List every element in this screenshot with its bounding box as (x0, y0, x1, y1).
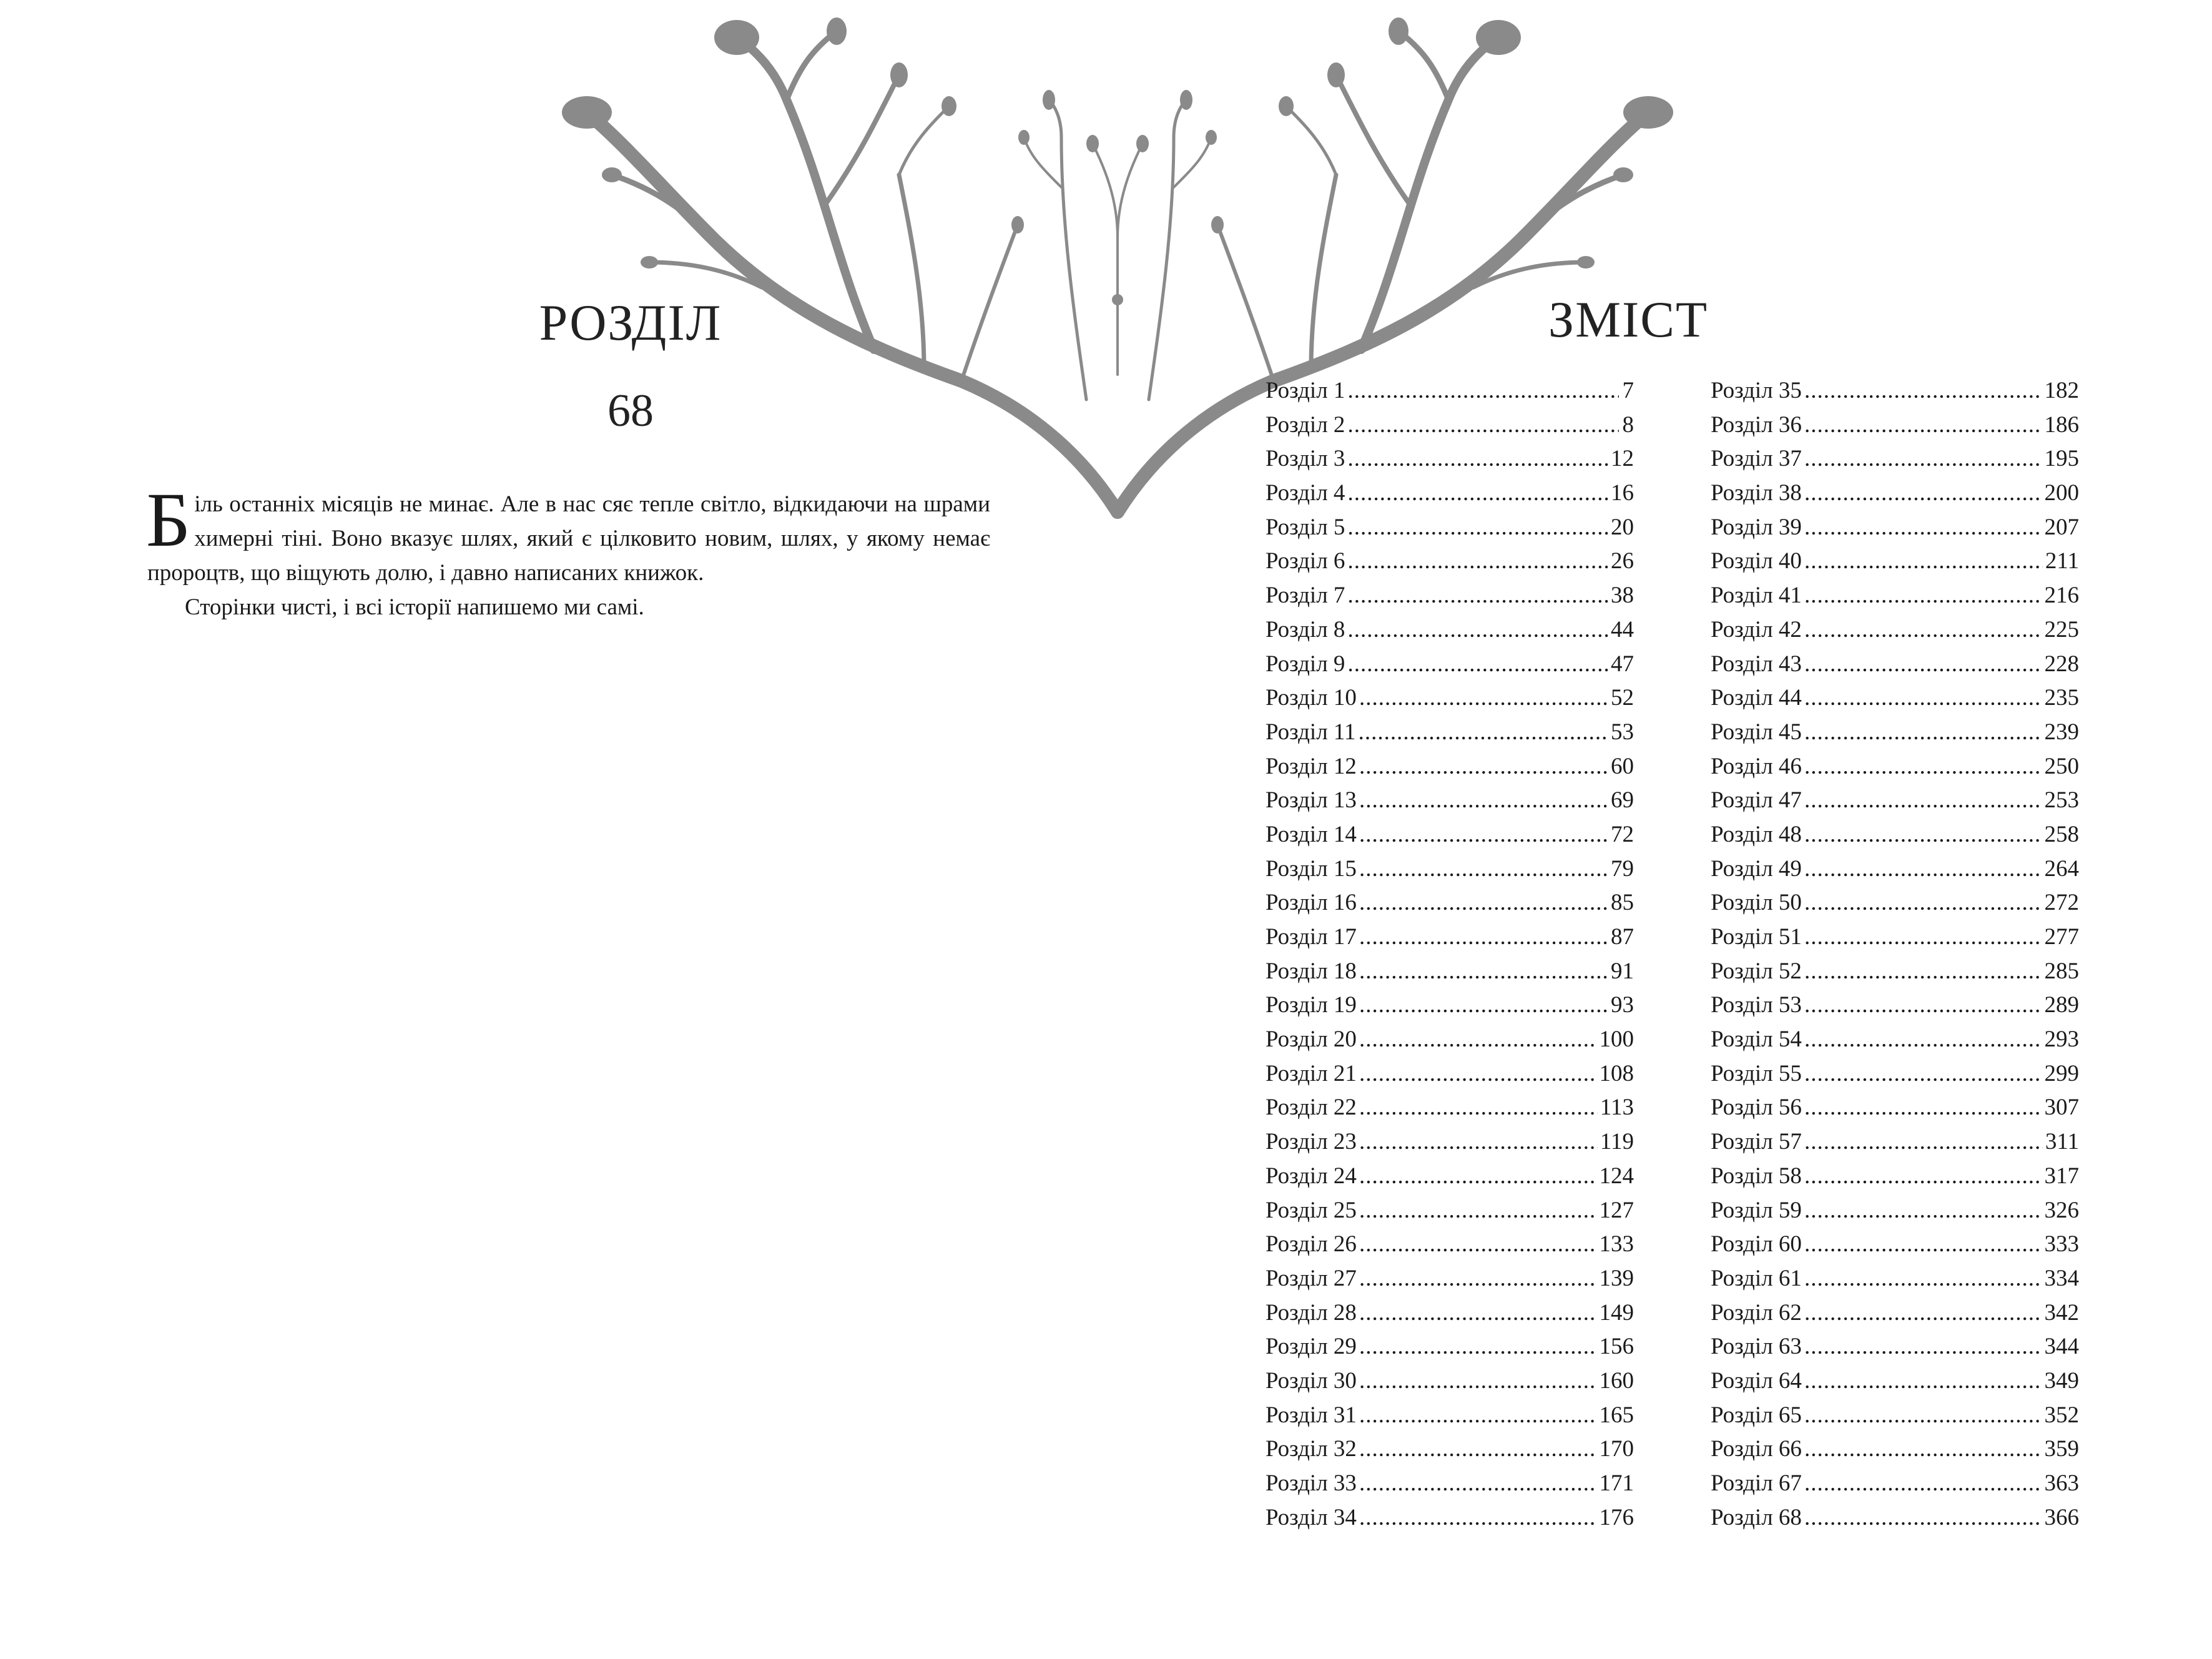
paragraph (146, 477, 990, 590)
toc-entry-label: Розділ 22 (1266, 1095, 1357, 1121)
toc-entry-page: 87 (1611, 924, 1634, 950)
toc-entry-label: Розділ 64 (1711, 1367, 1802, 1394)
toc-entry-page: 38 (1611, 583, 1634, 609)
toc-entry-page: 7 (1622, 378, 1634, 403)
toc-entry-label: Розділ 60 (1711, 1231, 1802, 1258)
toc-leader-dots (1347, 411, 1619, 438)
chapter-body (146, 477, 990, 624)
toc-entry (1266, 684, 1634, 719)
toc-entry-label: Розділ 54 (1711, 1026, 1802, 1053)
toc-entry (1266, 1504, 1634, 1538)
toc-entry (1711, 1094, 2079, 1128)
toc-leader-dots (1804, 753, 2042, 780)
toc-entry (1711, 1026, 2079, 1060)
toc-entry (1266, 411, 1634, 446)
toc-entry-label: Розділ 45 (1711, 719, 1802, 745)
toc-leader-dots (1347, 616, 1608, 643)
toc-entry (1711, 582, 2079, 616)
toc-entry (1266, 753, 1634, 787)
toc-leader-dots (1804, 719, 2042, 746)
toc-entry (1266, 548, 1634, 582)
toc-entry-label: Розділ 35 (1711, 378, 1802, 403)
toc-entry-label: Розділ 33 (1266, 1470, 1357, 1496)
toc-entry-page: 317 (2044, 1163, 2079, 1189)
toc-leader-dots (1359, 1163, 1597, 1189)
toc-entry-page: 26 (1611, 548, 1634, 574)
toc-leader-dots (1804, 377, 2042, 404)
toc-leader-dots (1804, 480, 2042, 506)
toc-leader-dots (1804, 616, 2042, 643)
toc-entry-page: 225 (2044, 616, 2079, 642)
toc-entry-label: Розділ 16 (1266, 890, 1357, 916)
toc-entry-label: Розділ 55 (1711, 1060, 1802, 1086)
toc-entry-label: Розділ 52 (1711, 958, 1802, 984)
toc-leader-dots (1359, 1504, 1597, 1531)
toc-entry (1711, 411, 2079, 446)
toc-entry-page: 352 (2044, 1402, 2079, 1428)
toc-entry (1266, 787, 1634, 821)
toc-leader-dots (1359, 1231, 1597, 1258)
toc-entry (1266, 582, 1634, 616)
toc-entry (1266, 855, 1634, 890)
toc-entry-label: Розділ 63 (1711, 1334, 1802, 1360)
toc-entry-label: Розділ 13 (1266, 787, 1357, 814)
toc-leader-dots (1804, 1504, 2042, 1531)
toc-entry-label: Розділ 32 (1266, 1436, 1357, 1462)
toc-entry-page: 149 (1599, 1299, 1634, 1326)
toc-leader-dots (1359, 719, 1608, 746)
toc-entry-page: 326 (2044, 1197, 2079, 1223)
toc-entry (1711, 1128, 2079, 1163)
toc-entry-page: 20 (1611, 514, 1634, 540)
toc-leader-dots (1359, 1060, 1597, 1087)
toc-column (1711, 377, 2079, 1538)
toc-entry-page: 216 (2044, 583, 2079, 609)
toc-entry-label: Розділ 10 (1266, 685, 1357, 711)
toc-entry (1266, 1163, 1634, 1197)
toc-entry-page: 359 (2044, 1436, 2079, 1462)
toc-leader-dots (1804, 1026, 2042, 1053)
toc-entry-label: Розділ 48 (1711, 821, 1802, 847)
toc-entry (1711, 1299, 2079, 1334)
toc-leader-dots (1804, 1231, 2042, 1258)
toc-leader-dots (1359, 958, 1608, 985)
toc-entry-label: Розділ 26 (1266, 1231, 1357, 1258)
toc-entry-page: 211 (2045, 548, 2079, 574)
toc-entry (1266, 992, 1634, 1026)
toc-entry-label: Розділ 68 (1711, 1504, 1802, 1530)
toc-entry-label: Розділ 37 (1711, 446, 1802, 472)
toc-entry (1266, 958, 1634, 992)
toc-entry-label: Розділ 28 (1266, 1299, 1357, 1326)
toc-entry-label: Розділ 34 (1266, 1504, 1357, 1530)
toc-leader-dots (1347, 548, 1608, 574)
toc-entry (1711, 1231, 2079, 1265)
toc-entry-label: Розділ 9 (1266, 651, 1345, 677)
toc-entry (1711, 445, 2079, 480)
toc-entry-label: Розділ 20 (1266, 1026, 1357, 1053)
toc-entry (1711, 1470, 2079, 1504)
drop-cap: Б (146, 477, 191, 563)
toc-entry-label: Розділ 19 (1266, 992, 1357, 1018)
toc-entry (1711, 548, 2079, 582)
toc-entry (1266, 651, 1634, 685)
toc-leader-dots (1347, 651, 1608, 677)
toc-leader-dots (1804, 1265, 2042, 1292)
toc-leader-dots (1359, 1470, 1597, 1497)
toc-entry (1266, 1026, 1634, 1060)
toc-leader-dots (1359, 992, 1608, 1018)
toc-entry-label: Розділ 7 (1266, 583, 1345, 609)
toc-entry-page: 69 (1611, 787, 1634, 814)
toc-entry-label: Розділ 58 (1711, 1163, 1802, 1189)
toc-entry-page: 176 (1599, 1504, 1634, 1530)
toc-entry-label: Розділ 67 (1711, 1470, 1802, 1496)
toc-entry-page: 307 (2044, 1095, 2079, 1121)
toc-entry (1711, 1163, 2079, 1197)
toc-entry (1266, 1367, 1634, 1402)
toc-leader-dots (1804, 889, 2042, 916)
toc-entry (1711, 616, 2079, 651)
toc-entry (1266, 1231, 1634, 1265)
toc-entry (1711, 1435, 2079, 1470)
toc-entry (1711, 855, 2079, 890)
toc-entry-page: 60 (1611, 753, 1634, 779)
toc-entry-page: 47 (1611, 651, 1634, 677)
toc-leader-dots (1359, 1299, 1597, 1326)
toc-leader-dots (1804, 992, 2042, 1018)
toc-entry-label: Розділ 56 (1711, 1095, 1802, 1121)
chapter-heading: РОЗДІЛ (539, 294, 722, 351)
toc-entry (1711, 1060, 2079, 1095)
toc-entry-label: Розділ 40 (1711, 548, 1802, 574)
toc-entry-label: Розділ 23 (1266, 1129, 1357, 1155)
toc-entry (1711, 1402, 2079, 1436)
toc-leader-dots (1359, 1026, 1597, 1053)
toc-entry-label: Розділ 31 (1266, 1402, 1357, 1428)
toc-leader-dots (1359, 787, 1608, 814)
toc-leader-dots (1804, 1197, 2042, 1224)
toc-entry-page: 72 (1611, 821, 1634, 847)
toc-entry-page: 200 (2044, 480, 2079, 506)
toc-entry-label: Розділ 57 (1711, 1129, 1802, 1155)
toc-entry-page: 235 (2044, 685, 2079, 711)
toc-entry-page: 119 (1600, 1129, 1634, 1155)
toc-leader-dots (1804, 1299, 2042, 1326)
toc-leader-dots (1804, 787, 2042, 814)
toc-entry-page: 311 (2045, 1129, 2079, 1155)
toc-entry-page: 108 (1599, 1060, 1634, 1086)
toc-entry-label: Розділ 15 (1266, 855, 1357, 882)
toc-entry-page: 186 (2044, 411, 2079, 438)
toc-leader-dots (1804, 445, 2042, 472)
toc-column (1266, 377, 1634, 1538)
toc-leader-dots (1359, 1435, 1597, 1462)
toc-entry (1711, 1367, 2079, 1402)
toc-leader-dots (1804, 1402, 2042, 1429)
toc-entry (1711, 821, 2079, 855)
toc-entry-page: 207 (2044, 514, 2079, 540)
toc-entry-page: 293 (2044, 1026, 2079, 1053)
toc-entry-page: 349 (2044, 1367, 2079, 1394)
toc-entry-page: 100 (1599, 1026, 1634, 1053)
toc-entry-label: Розділ 49 (1711, 855, 1802, 882)
toc-entry-label: Розділ 27 (1266, 1265, 1357, 1291)
toc-entry-page: 195 (2044, 446, 2079, 472)
toc-entry-label: Розділ 36 (1711, 411, 1802, 438)
toc-entry-label: Розділ 24 (1266, 1163, 1357, 1189)
toc-leader-dots (1804, 1094, 2042, 1121)
toc-entry-label: Розділ 14 (1266, 821, 1357, 847)
toc-entry-page: 133 (1599, 1231, 1634, 1258)
toc-entry-page: 171 (1599, 1470, 1634, 1496)
toc-entry-page: 170 (1599, 1436, 1634, 1462)
toc-entry-label: Розділ 46 (1711, 753, 1802, 779)
toc-entry-page: 53 (1611, 719, 1634, 745)
chapter-number: 68 (607, 385, 654, 436)
toc-entry (1711, 719, 2079, 753)
toc-entry-label: Розділ 1 (1266, 378, 1345, 403)
toc-entry-page: 85 (1611, 890, 1634, 916)
toc-entry-label: Розділ 11 (1266, 719, 1356, 745)
toc-entry (1266, 377, 1634, 411)
toc-entry-label: Розділ 51 (1711, 924, 1802, 950)
toc-entry (1266, 1128, 1634, 1163)
toc-entry (1711, 377, 2079, 411)
toc-leader-dots (1804, 821, 2042, 848)
toc-entry-page: 139 (1599, 1265, 1634, 1291)
toc-entry-label: Розділ 66 (1711, 1436, 1802, 1462)
toc-entry-page: 228 (2044, 651, 2079, 677)
toc-entry-label: Розділ 42 (1711, 616, 1802, 642)
toc-entry (1266, 719, 1634, 753)
toc-leader-dots (1359, 855, 1608, 882)
toc-entry-page: 93 (1611, 992, 1634, 1018)
toc-entry-page: 239 (2044, 719, 2079, 745)
toc-entry (1266, 1094, 1634, 1128)
toc-entry (1266, 1470, 1634, 1504)
toc-leader-dots (1359, 753, 1608, 780)
toc-entry-label: Розділ 12 (1266, 753, 1357, 779)
toc-heading: ЗМІСТ (1548, 291, 1709, 348)
toc-entry (1711, 1333, 2079, 1367)
toc-entry (1711, 480, 2079, 514)
toc-leader-dots (1804, 855, 2042, 882)
toc-entry-page: 272 (2044, 890, 2079, 916)
toc-entry (1266, 1333, 1634, 1367)
paragraph-text: іль останніх місяців не минає. Але в нас сяє тепле світло, відкидаючи на шрами химерні тіні. Воно вказує шлях, який є цілковито новим, шлях, у якому немає пророцтв, що віщують долю, і давно написаних книжок. (147, 491, 990, 586)
toc-leader-dots (1804, 1470, 2042, 1497)
paragraph: Сторінки чисті, і всі історії напишемо ми самі. (185, 594, 644, 620)
toc-entry (1266, 480, 1634, 514)
toc-leader-dots (1804, 1435, 2042, 1462)
toc-entry (1711, 787, 2079, 821)
toc-entry (1266, 1402, 1634, 1436)
toc-entry (1711, 1197, 2079, 1231)
toc-leader-dots (1804, 651, 2042, 677)
toc-entry-label: Розділ 17 (1266, 924, 1357, 950)
toc-entry-label: Розділ 25 (1266, 1197, 1357, 1223)
toc-entry-page: 79 (1611, 855, 1634, 882)
toc-entry-page: 91 (1611, 958, 1634, 984)
toc-leader-dots (1804, 1367, 2042, 1394)
toc-entry-label: Розділ 8 (1266, 616, 1345, 642)
toc-entry (1266, 1435, 1634, 1470)
toc-leader-dots (1804, 1333, 2042, 1360)
toc-entry-label: Розділ 38 (1711, 480, 1802, 506)
toc-entry-page: 333 (2044, 1231, 2079, 1258)
toc-entry-label: Розділ 65 (1711, 1402, 1802, 1428)
toc-entry-label: Розділ 4 (1266, 480, 1345, 506)
toc-entry (1711, 753, 2079, 787)
toc-leader-dots (1804, 548, 2043, 574)
toc-leader-dots (1804, 1060, 2042, 1087)
toc-entry (1711, 992, 2079, 1026)
toc-leader-dots (1804, 411, 2042, 438)
toc-entry-page: 334 (2044, 1265, 2079, 1291)
toc-entry-label: Розділ 6 (1266, 548, 1345, 574)
toc-entry-label: Розділ 30 (1266, 1367, 1357, 1394)
toc-entry (1711, 1504, 2079, 1538)
toc-entry-page: 113 (1600, 1095, 1634, 1121)
toc-leader-dots (1347, 582, 1608, 609)
toc-entry (1266, 923, 1634, 958)
toc-leader-dots (1359, 684, 1608, 711)
toc-entry (1266, 514, 1634, 548)
toc-entry (1266, 889, 1634, 923)
toc-entry-page: 264 (2044, 855, 2079, 882)
toc-entry-page: 44 (1611, 616, 1634, 642)
toc-entry (1266, 821, 1634, 855)
toc-entry-label: Розділ 62 (1711, 1299, 1802, 1326)
toc-leader-dots (1804, 958, 2042, 985)
toc-leader-dots (1359, 923, 1608, 950)
toc-entry (1266, 1060, 1634, 1095)
toc-entry-label: Розділ 59 (1711, 1197, 1802, 1223)
toc-entry (1711, 958, 2079, 992)
toc-leader-dots (1347, 377, 1619, 404)
toc-entry (1266, 1265, 1634, 1299)
toc-entry-page: 16 (1611, 480, 1634, 506)
toc-leader-dots (1359, 889, 1608, 916)
toc-entry-label: Розділ 41 (1711, 583, 1802, 609)
toc-leader-dots (1359, 1402, 1597, 1429)
toc-leader-dots (1804, 923, 2042, 950)
toc-entry-page: 124 (1599, 1163, 1634, 1189)
toc-leader-dots (1804, 1128, 2043, 1155)
toc-entry (1711, 651, 2079, 685)
toc-leader-dots (1359, 1265, 1597, 1292)
toc-leader-dots (1804, 684, 2042, 711)
toc-entry (1711, 889, 2079, 923)
toc-entry-page: 250 (2044, 753, 2079, 779)
toc-entry-page: 289 (2044, 992, 2079, 1018)
toc-entry-page: 344 (2044, 1334, 2079, 1360)
toc-entry-page: 52 (1611, 685, 1634, 711)
toc-entry-page: 285 (2044, 958, 2079, 984)
toc-leader-dots (1359, 1333, 1597, 1360)
toc-entry-page: 182 (2044, 378, 2079, 403)
toc-entry-page: 363 (2044, 1470, 2079, 1496)
toc-leader-dots (1804, 514, 2042, 541)
toc-entry-label: Розділ 44 (1711, 685, 1802, 711)
toc-entry (1711, 514, 2079, 548)
toc-entry-page: 12 (1611, 446, 1634, 472)
toc-leader-dots (1347, 480, 1608, 506)
toc-entry (1266, 445, 1634, 480)
toc-entry-page: 160 (1599, 1367, 1634, 1394)
toc-entry-page: 366 (2044, 1504, 2079, 1530)
toc-entry-page: 165 (1599, 1402, 1634, 1428)
toc-entry (1266, 1197, 1634, 1231)
toc-entry-label: Розділ 18 (1266, 958, 1357, 984)
toc-entry-label: Розділ 3 (1266, 446, 1345, 472)
toc-entry-page: 253 (2044, 787, 2079, 814)
toc-entry-page: 127 (1599, 1197, 1634, 1223)
toc-entry-label: Розділ 47 (1711, 787, 1802, 814)
toc-entry-page: 299 (2044, 1060, 2079, 1086)
toc-leader-dots (1804, 1163, 2042, 1189)
toc-entry-label: Розділ 2 (1266, 411, 1345, 438)
toc-entry-label: Розділ 39 (1711, 514, 1802, 540)
toc-entry (1266, 616, 1634, 651)
toc-leader-dots (1359, 1367, 1597, 1394)
toc-entry (1266, 1299, 1634, 1334)
toc-entry-label: Розділ 61 (1711, 1265, 1802, 1291)
toc-entry-label: Розділ 21 (1266, 1060, 1357, 1086)
toc-leader-dots (1347, 445, 1608, 472)
toc-entry-label: Розділ 29 (1266, 1334, 1357, 1360)
toc-entry-page: 8 (1622, 411, 1634, 438)
toc-entry (1711, 923, 2079, 958)
toc-leader-dots (1804, 582, 2042, 609)
toc-entry-label: Розділ 5 (1266, 514, 1345, 540)
toc-entry (1711, 684, 2079, 719)
toc-entry-page: 277 (2044, 924, 2079, 950)
toc-entry-page: 258 (2044, 821, 2079, 847)
toc-entry (1711, 1265, 2079, 1299)
toc-leader-dots (1359, 1094, 1598, 1121)
toc-leader-dots (1359, 821, 1608, 848)
toc-leader-dots (1347, 514, 1608, 541)
toc-leader-dots (1359, 1128, 1598, 1155)
toc-entry-page: 156 (1599, 1334, 1634, 1360)
toc-entry-label: Розділ 43 (1711, 651, 1802, 677)
toc-entry-label: Розділ 53 (1711, 992, 1802, 1018)
toc-entry-label: Розділ 50 (1711, 890, 1802, 916)
toc-entry-page: 342 (2044, 1299, 2079, 1326)
toc-leader-dots (1359, 1197, 1597, 1224)
